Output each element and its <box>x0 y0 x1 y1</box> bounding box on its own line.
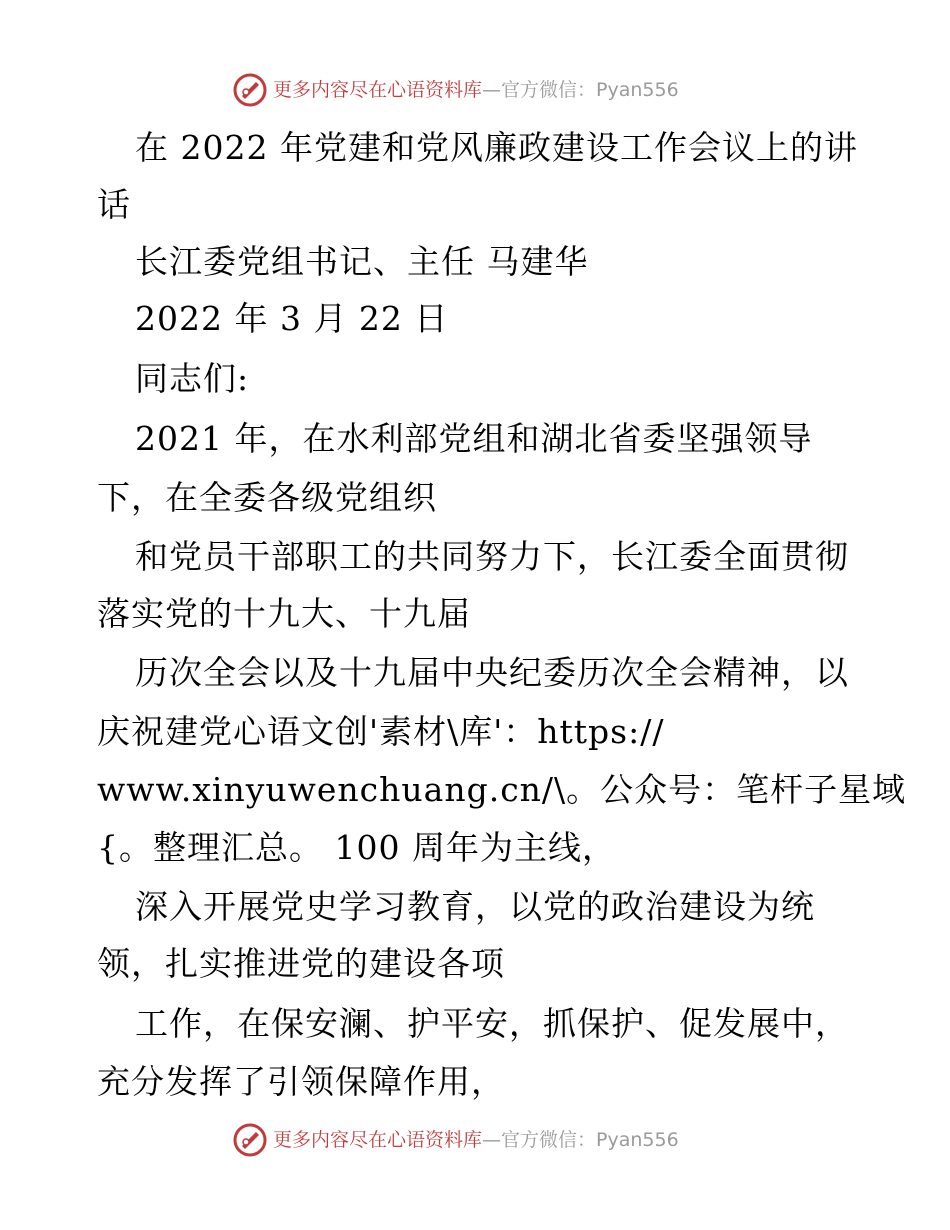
header-banner-red-text: 更多内容尽在心语资料库 <box>273 79 483 101</box>
paragraph-line: 工作，在保安澜、护平安，抓保护、促发展中， <box>135 1004 849 1043</box>
paragraph-line: 深入开展党史学习教育，以党的政治建设为统 <box>135 887 815 926</box>
author-line: 长江委党组书记、主任 马建华 <box>135 242 589 281</box>
paragraph-line: 领，扎实推进党的建设各项 <box>97 944 505 983</box>
paragraph-line: 落实党的十九大、十九届 <box>97 594 471 633</box>
paragraph-line: 充分发挥了引领保障作用， <box>97 1062 505 1101</box>
paragraph-line: 和党员干部职工的共同努力下，长江委全面贯彻 <box>135 537 849 576</box>
footer-banner-grey-text: —官方微信：Pyan556 <box>482 1129 679 1151</box>
footer-banner <box>0 1120 950 1160</box>
footer-banner-text <box>273 1128 679 1152</box>
title-line-1: 在 2022 年党建和党风廉政建设工作会议上的讲 <box>135 128 858 167</box>
title-line-2: 话 <box>97 185 131 224</box>
logo-icon <box>232 1122 268 1158</box>
paragraph-line: 下，在全委各级党组织 <box>97 478 437 517</box>
header-banner-text <box>273 78 679 102</box>
paragraph-line: 2021 年，在水利部党组和湖北省委坚强领导 <box>135 419 813 458</box>
paragraph-line: 庆祝建党心语文创'素材\库'：https:// <box>97 712 665 751</box>
salutation-line: 同志们: <box>135 359 250 398</box>
header-banner <box>0 70 950 110</box>
footer-banner-red-text: 更多内容尽在心语资料库 <box>273 1129 483 1151</box>
paragraph-line: 历次全会以及十九届中央纪委历次全会精神，以 <box>135 653 849 692</box>
logo-icon <box>232 72 268 108</box>
header-banner-grey-text: —官方微信：Pyan556 <box>482 79 679 101</box>
paragraph-line: www.xinyuwenchuang.cn/\。公众号：笔杆子星域 <box>97 770 907 809</box>
paragraph-line: {。整理汇总。 100 周年为主线， <box>97 828 616 867</box>
date-line: 2022 年 3 月 22 日 <box>135 299 449 338</box>
